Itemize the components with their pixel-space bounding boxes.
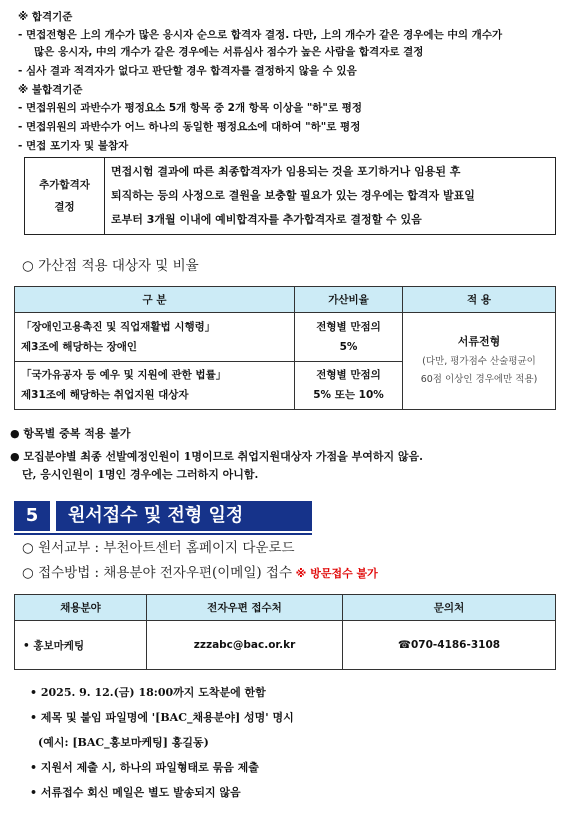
bonus-rate-line: 전형별 만점의 <box>316 320 381 333</box>
schedule-bullet: • 2025. 9. 12.(금) 18:00까지 도착분에 한함 <box>30 686 266 699</box>
bonus-header-rate: 가산비율 <box>295 287 403 313</box>
recruit-header-field: 채용분야 <box>15 595 147 621</box>
section-number: 5 <box>14 501 50 531</box>
bonus-row-target <box>15 361 295 410</box>
fail-criteria-title: ※ 불합격기준 <box>18 84 83 96</box>
bonus-rate-line: 전형별 만점의 <box>316 369 381 382</box>
additional-pass-line: 로부터 3개월 이내에 예비합격자를 추가합격자로 결정할 수 있음 <box>111 213 422 226</box>
bonus-target-line: 「국가유공자 등 예우 및 지원에 관한 법률」 <box>21 369 227 382</box>
bonus-row-rate <box>295 313 403 362</box>
additional-pass-line: 면접시험 결과에 따른 최종합격자가 임용되는 것을 포기하거나 임용된 후 <box>111 165 461 178</box>
recruit-header-email: 전자우편 접수처 <box>147 595 343 621</box>
application-method-row <box>22 566 378 581</box>
section-divider <box>14 533 312 535</box>
bonus-table <box>14 286 556 410</box>
additional-pass-label-line1: 추가합격자 <box>39 179 90 191</box>
pass-criteria-item: - 면접전형은 上의 개수가 많은 응시자 순으로 합격자 결정. 다만, 上의 개수가 같은 경우에는 中의 개수가 <box>18 29 503 41</box>
bonus-note: 단, 응시인원이 1명인 경우에는 그러하지 아니함. <box>22 468 259 481</box>
schedule-bullet: • 서류접수 회신 메일은 별도 발송되지 않음 <box>30 786 241 799</box>
bonus-header-category: 구 분 <box>15 287 295 313</box>
visit-warning: ※ 방문접수 불가 <box>295 567 378 580</box>
bonus-note: ● 항목별 중복 적용 불가 <box>10 427 131 440</box>
bonus-apply-note: (다만, 평가점수 산술평균이 <box>422 356 536 367</box>
bonus-apply-note: 60점 이상인 경우에만 적용) <box>420 374 538 385</box>
bonus-target-line: 제3조에 해당하는 장애인 <box>21 340 138 353</box>
bonus-target-line: 제31조에 해당하는 취업지원 대상자 <box>21 389 189 402</box>
pass-criteria-item: - 심사 결과 적격자가 없다고 판단할 경우 합격자를 결정하지 않을 수 있음 <box>18 65 357 77</box>
schedule-bullet: (예시: [BAC_홍보마케팅] 홍길동) <box>38 736 209 749</box>
recruit-phone-cell: ☎070-4186-3108 <box>343 621 556 670</box>
recruit-table <box>14 594 556 670</box>
additional-pass-line: 퇴직하는 등의 사정으로 결원을 보충할 필요가 있는 경우에는 합격자 발표일 <box>111 189 475 202</box>
bonus-apply-main: 서류전형 <box>457 335 501 348</box>
schedule-bullet: • 제목 및 붙임 파일명에 '[BAC_채용분야] 성명' 명시 <box>30 711 294 724</box>
bonus-header-apply: 적 용 <box>403 287 556 313</box>
bonus-target-line: 「장애인고용촉진 및 직업재활법 시행령」 <box>21 320 216 333</box>
form-distribution-line: ○ 원서교부 : 부천아트센터 홈페이지 다운로드 <box>22 540 295 556</box>
bonus-note: ● 모집분야별 최종 선발예정인원이 1명이므로 취업지원대상자 가점을 부여하지 않음. <box>10 450 423 463</box>
additional-pass-label <box>25 158 105 235</box>
fail-criteria-item: - 면접위원의 과반수가 평정요소 5개 항목 중 2개 항목 이상을 "하"로 평정 <box>18 102 362 114</box>
bonus-row-target <box>15 313 295 362</box>
additional-pass-label-line2: 결정 <box>54 201 75 213</box>
additional-pass-text <box>105 158 556 235</box>
recruit-field-cell: • 홍보마케팅 <box>15 621 147 670</box>
fail-criteria-item: - 면접 포기자 및 불참자 <box>18 140 129 152</box>
bonus-rate-line: 5% 또는 10% <box>313 389 384 402</box>
schedule-bullet: • 지원서 제출 시, 하나의 파일형태로 묶음 제출 <box>30 761 259 774</box>
bonus-rate-line: 5% <box>339 340 358 353</box>
fail-criteria-item: - 면접위원의 과반수가 어느 하나의 동일한 평정요소에 대하여 "하"로 평정 <box>18 121 361 133</box>
bonus-heading: ○ 가산점 적용 대상자 및 비율 <box>22 258 199 274</box>
additional-pass-table <box>24 157 556 235</box>
pass-criteria-title: ※ 합격기준 <box>18 11 73 23</box>
recruit-email-cell[interactable]: zzzabc@bac.or.kr <box>147 621 343 670</box>
recruit-header-contact: 문의처 <box>343 595 556 621</box>
application-method-line: ○ 접수방법 : 채용분야 전자우편(이메일) 접수 <box>22 565 293 581</box>
bonus-apply-cell <box>403 313 556 410</box>
bonus-row-rate <box>295 361 403 410</box>
section-title: 원서접수 및 전형 일정 <box>56 501 312 531</box>
pass-criteria-item: 많은 응시자, 中의 개수가 같은 경우에는 서류심사 점수가 높은 사람을 합격자로 결정 <box>34 46 424 58</box>
